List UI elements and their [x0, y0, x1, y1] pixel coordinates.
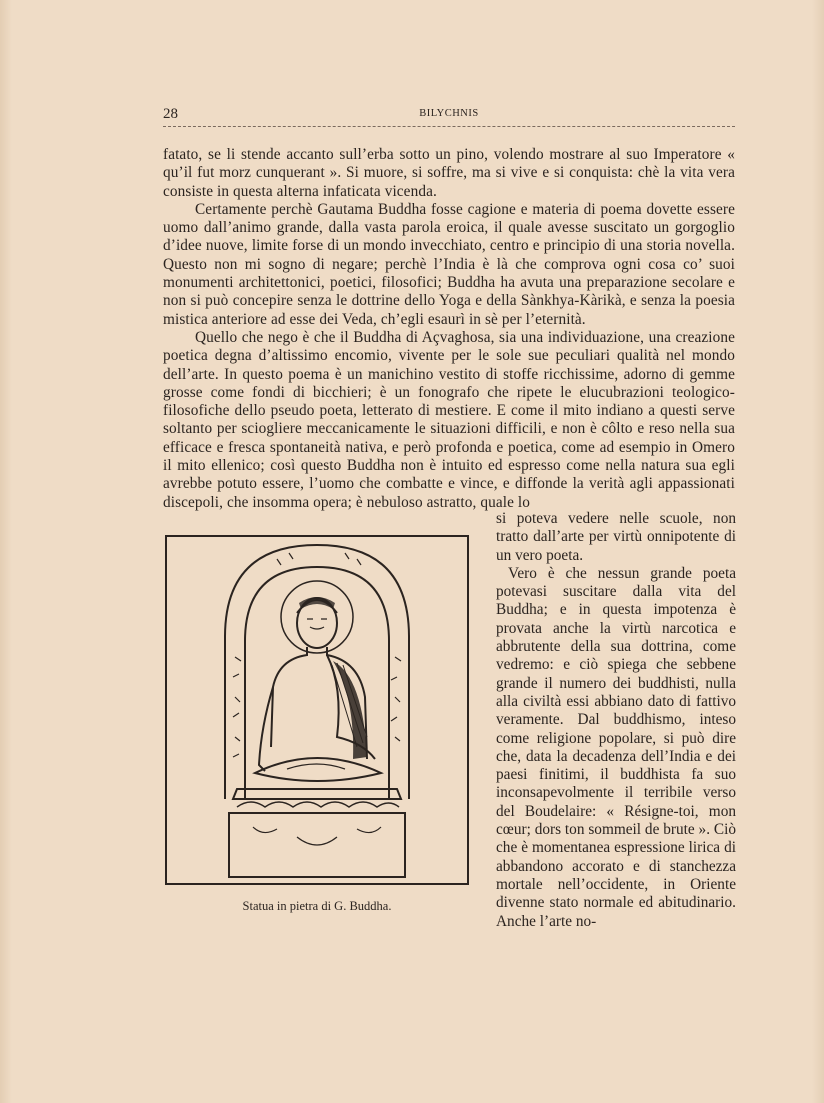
crossed-legs	[255, 758, 381, 781]
buddha-illustration	[165, 535, 469, 885]
figure-caption: Statua in pietra di G. Buddha.	[242, 899, 392, 913]
header-rule	[163, 126, 735, 127]
pedestal-center-ornament	[297, 837, 337, 845]
top-inscription	[277, 553, 361, 565]
paragraph-gautama: Certamente perchè Gautama Buddha fosse cagione e materia di poema dovette essere uomo dall’animo grande, dalla vasta parola eroica, il quale avesse suscitato un gorgoglio d’idee nuove, limite forse di un mondo invecchiato, centro e principio di una storia novella. Questo non mi sogno di negare; perchè l’India è là che comprova ogni cosa co’ suoi monumenti architettonici, poetici, filosofici; Buddha ha avuta una preparazione secolare e non si può concepire senza le dottrine dello Yoga e della Sànkhya-Kàrikà, e senza la poesia mistica anteriore ad esse dei Veda, ch’egli esaurì in sè per l’eternità.	[163, 200, 735, 328]
throne-top	[233, 789, 401, 799]
stele-outer-arch	[225, 545, 409, 799]
running-title: BILYCHNIS	[419, 108, 479, 119]
hair-shadow	[299, 597, 335, 609]
mouth	[310, 627, 324, 629]
buddha-statue-drawing	[167, 537, 467, 883]
paragraph-continuation: fatato, se li stende accanto sull’erba sotto un pino, volendo mostrare al suo Imperatore « qu’il fut morz cunquerant ». Si muore, si soffre, ma si vive e si conquista: chè la vita vera consiste in questa alterna infaticata vicenda.	[163, 146, 735, 200]
column-continuation: si poteva vedere nelle scuole, non tratto dall’arte per virtù onnipotente di un vero poeta.	[496, 510, 736, 564]
paragraph-acvaghosa: Quello che nego è che il Buddha di Açvaghosa, sia una individuazione, una creazione poetica degna d’altissimo encomio, vivente per le sole sue peculiari qualità nel mondo dell’arte. In questo poema è un manichino vestito di stoffe ricchissime, adorno di gemme grosse come fondi di bicchieri; è un fonografo che ripete le elucubrazioni teologico-filosofiche dello pseudo poeta, letterato di mestiere. E come il mito indiano a questi serve soltanto per sciogliere meccanicamente le situazioni difficili, e non è côlto e reso nella sua efficace e fresca spontaneità nativa, e però profonda e poetica, come ad esempio in Omero il mito ellenico; così questo Buddha non è intuito ed espresso come nella natura sua egli avrebbe potuto essere, l’uomo che combatte e vince, e diffonde la verità agli appassionati discepoli, che insomma opera; è nebuloso astratto, quale lo	[163, 328, 735, 511]
body-text	[163, 146, 735, 512]
pedestal-ornaments	[253, 827, 381, 833]
page-header	[163, 106, 735, 126]
right-inscription	[391, 657, 401, 741]
left-inscription	[233, 657, 241, 757]
left-torso	[271, 647, 307, 747]
lotus-petals	[237, 802, 399, 807]
leg-fold	[287, 764, 345, 769]
halo	[281, 581, 353, 653]
page-number: 28	[163, 106, 178, 122]
side-column	[496, 510, 736, 931]
paragraph-vero: Vero è che nessun grande poeta potevasi suscitare dalla vita del Buddha; e in questa impotenza è provata anche la virtù narcotica e abbrutente della sua dottrina, come vedremo: e ciò spiega che sebbene grande il numero dei buddhisti, nulla alla civiltà essi abbiano dato di fattivo veramente. Dal buddhismo, inteso come religione popolare, si può dire che, data la decadenza dell’India e dei paesi finitimi, il buddhista fa suo inconsapevolmente il terribile verso del Boudelaire: « Résigne-toi, mon cœur; dors ton sommeil de brute ». Ciò che è momentanea espressione lirica di abbandono accorato e di stanchezza mortale nell’occidente, in Oriente divenne stato normale ed abitudinario. Anche l’arte no-	[496, 564, 736, 930]
